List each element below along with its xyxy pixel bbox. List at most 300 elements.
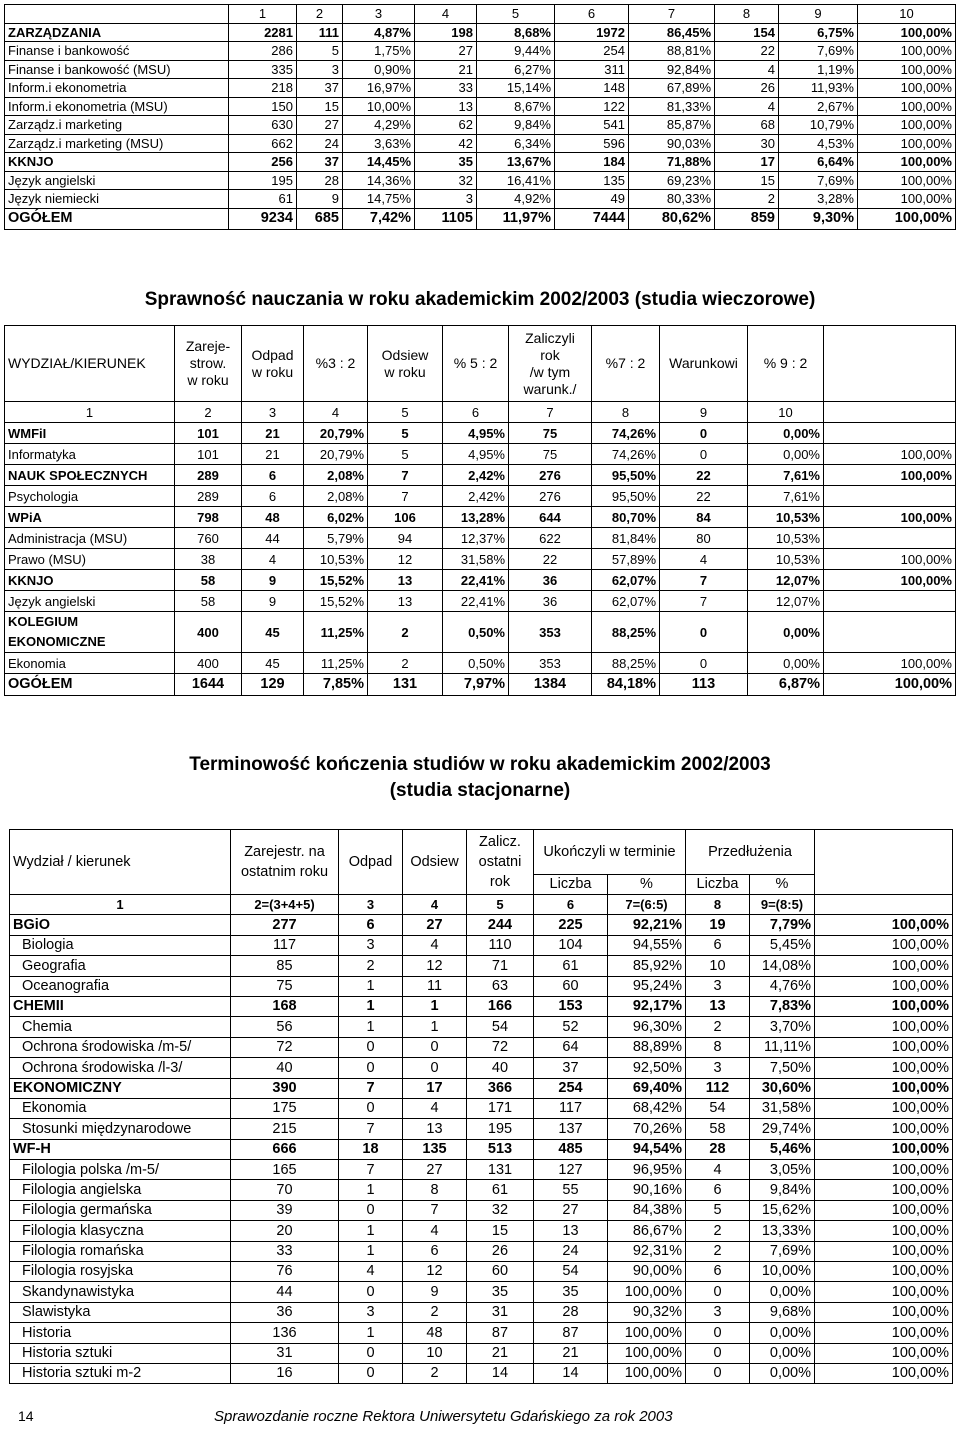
column-number-cell: 2 (175, 402, 242, 423)
table-cell: 100,00% (815, 1282, 953, 1302)
table-cell: 54 (686, 1098, 750, 1118)
table-cell: 0 (660, 444, 748, 465)
table-cell: 27 (534, 1200, 608, 1220)
table-cell: 54 (467, 1017, 534, 1037)
table-cell: 5 (297, 42, 343, 61)
table-cell: 90,32% (608, 1302, 686, 1322)
table-cell: 10,79% (779, 116, 858, 135)
table-cell: 6 (686, 935, 750, 955)
table-row (10, 1098, 953, 1118)
table-row (5, 134, 956, 153)
row-label: NAUK SPOŁECZNYCH (5, 465, 175, 486)
table-cell: 81,84% (592, 528, 660, 549)
table-row (10, 1262, 953, 1282)
table-cell: 62 (415, 116, 477, 135)
table-cell: 7,50% (750, 1058, 815, 1078)
table-cell: 0 (403, 1058, 467, 1078)
table-cell: 2 (686, 1017, 750, 1037)
header-cell: 9 (779, 5, 858, 24)
table-cell: 11,97% (477, 208, 555, 229)
header-pct-1: % (608, 875, 686, 895)
table-cell: 71,88% (629, 153, 715, 172)
table-cell: 6 (686, 1262, 750, 1282)
table-cell: 165 (231, 1160, 339, 1180)
table-cell: 100,00% (815, 976, 953, 996)
table-cell: 9 (242, 570, 304, 591)
table-cell: 0 (339, 1363, 403, 1383)
table-cell: 1 (339, 1323, 403, 1343)
table-cell: 29,74% (750, 1119, 815, 1139)
table-cell: 150 (229, 97, 297, 116)
table-cell: 27 (297, 116, 343, 135)
table-cell: 49 (555, 190, 629, 209)
table-row (10, 1221, 953, 1241)
table-cell: 100,00% (858, 208, 956, 229)
table-cell: 37 (534, 1058, 608, 1078)
table-cell: 100,00% (815, 1323, 953, 1343)
table-cell: 4,29% (343, 116, 415, 135)
table-cell: 100,00% (858, 23, 956, 42)
table-cell: 276 (509, 486, 592, 507)
table-cell: 94 (368, 528, 443, 549)
table-cell: 100,00% (608, 1343, 686, 1363)
table-stacjonarne-continued (4, 4, 956, 230)
table-cell: 75 (231, 976, 339, 996)
table-cell: 113 (660, 674, 748, 696)
table-cell: 798 (175, 507, 242, 528)
table-cell: 2 (403, 1302, 467, 1322)
table-cell: 1105 (415, 208, 477, 229)
table-cell: 52 (534, 1017, 608, 1037)
table-cell: 596 (555, 134, 629, 153)
table-cell: 100,00% (815, 1017, 953, 1037)
table-cell: 9 (242, 591, 304, 612)
table-cell: 80 (660, 528, 748, 549)
table-cell: 13,28% (443, 507, 509, 528)
row-label: Historia sztuki (10, 1343, 231, 1363)
table-cell: 10,00% (343, 97, 415, 116)
table-cell: 8,67% (477, 97, 555, 116)
table-cell: 13 (415, 97, 477, 116)
table-cell: 485 (534, 1139, 608, 1159)
table-cell: 7 (339, 1160, 403, 1180)
table-cell: 64 (534, 1037, 608, 1057)
table-row (5, 153, 956, 172)
row-label: Oceanografia (10, 976, 231, 996)
table-cell: 55 (534, 1180, 608, 1200)
table-cell: 7 (368, 486, 443, 507)
table-cell: 12 (403, 1262, 467, 1282)
row-label: Biologia (10, 935, 231, 955)
table-cell: 131 (368, 674, 443, 696)
table-cell: 22 (509, 549, 592, 570)
table-cell: 100,00% (815, 996, 953, 1016)
table-cell: 100,00% (858, 79, 956, 98)
table-cell: 75 (509, 444, 592, 465)
column-number-cell: 6 (443, 402, 509, 423)
row-label: Historia sztuki m-2 (10, 1363, 231, 1383)
table-cell: 69,23% (629, 171, 715, 190)
table-cell: 218 (229, 79, 297, 98)
row-label: Prawo (MSU) (5, 549, 175, 570)
table-cell: 0,00% (748, 612, 824, 653)
table-cell: 6,64% (779, 153, 858, 172)
table-cell: 6 (242, 465, 304, 486)
table-row (10, 1241, 953, 1261)
header-cell: Odsiew w roku (368, 326, 443, 402)
table-cell: 24 (297, 134, 343, 153)
header-liczba-1: Liczba (534, 875, 608, 895)
table-cell: 61 (467, 1180, 534, 1200)
table-cell: 13 (368, 591, 443, 612)
row-label: BGiO (10, 915, 231, 935)
table-cell: 9 (403, 1282, 467, 1302)
table-cell: 22,41% (443, 570, 509, 591)
table-cell: 5 (686, 1200, 750, 1220)
table-cell: 96,95% (608, 1160, 686, 1180)
table-row (10, 996, 953, 1016)
column-number-cell: 8 (686, 895, 750, 915)
table-cell: 4 (715, 60, 779, 79)
table-cell: 100,00% (815, 1160, 953, 1180)
table-cell: 1 (339, 1241, 403, 1261)
table-cell: 44 (231, 1282, 339, 1302)
header-cell: 1 (229, 5, 297, 24)
table-cell: 81,33% (629, 97, 715, 116)
table-cell: 760 (175, 528, 242, 549)
table-cell: 4,53% (779, 134, 858, 153)
table-cell: 100,00% (824, 507, 956, 528)
table-cell: 100,00% (858, 171, 956, 190)
table-cell: 22 (660, 486, 748, 507)
table-cell: 100,00% (858, 190, 956, 209)
table-row (5, 507, 956, 528)
table-cell: 61 (534, 956, 608, 976)
column-number-cell: 2=(3+4+5) (231, 895, 339, 915)
table-cell: 129 (242, 674, 304, 696)
table-cell: 31 (467, 1302, 534, 1322)
table-cell: 15 (297, 97, 343, 116)
table-cell: 400 (175, 653, 242, 674)
table-cell: 1644 (175, 674, 242, 696)
header-odsiew: Odsiew (403, 830, 467, 895)
table-row (10, 1078, 953, 1098)
table-cell: 72 (467, 1037, 534, 1057)
table-cell: 45 (242, 653, 304, 674)
table-cell: 68 (715, 116, 779, 135)
table-cell: 11,25% (304, 653, 368, 674)
row-label: CHEMII (10, 996, 231, 1016)
table-cell: 26 (715, 79, 779, 98)
table-cell: 20,79% (304, 423, 368, 444)
header-cell: WYDZIAŁ/KIERUNEK (5, 326, 175, 402)
table-cell: 3 (339, 1302, 403, 1322)
column-number-cell: 3 (339, 895, 403, 915)
table-cell: 117 (231, 935, 339, 955)
table-cell: 15,14% (477, 79, 555, 98)
table-row (5, 116, 956, 135)
table2-title: Sprawność nauczania w roku akademickim 2002/2003 (studia wieczorowe) (144, 289, 816, 310)
table-cell: 4 (242, 549, 304, 570)
table-cell: 110 (467, 935, 534, 955)
table-cell: 24 (534, 1241, 608, 1261)
row-label: Historia (10, 1323, 231, 1343)
table-cell: 63 (467, 976, 534, 996)
table-cell: 195 (467, 1119, 534, 1139)
column-number-cell: 6 (534, 895, 608, 915)
table-row (10, 1160, 953, 1180)
row-label: WPiA (5, 507, 175, 528)
table-cell: 15,52% (304, 570, 368, 591)
table-cell: 16 (231, 1363, 339, 1383)
table-cell: 15,52% (304, 591, 368, 612)
table-cell: 33 (415, 79, 477, 98)
row-label: OGÓŁEM (5, 674, 175, 696)
table-cell: 0,50% (443, 612, 509, 653)
table-cell (824, 423, 956, 444)
table-cell: 15,62% (750, 1200, 815, 1220)
table-cell: 7 (339, 1078, 403, 1098)
table-row (5, 23, 956, 42)
table-cell: 11 (403, 976, 467, 996)
table-cell: 256 (229, 153, 297, 172)
table-cell: 289 (175, 486, 242, 507)
table-cell: 31 (231, 1343, 339, 1363)
table-cell: 0,00% (748, 653, 824, 674)
table-cell: 18 (339, 1139, 403, 1159)
table-cell: 100,00% (858, 97, 956, 116)
table-cell: 100,00% (815, 1119, 953, 1139)
table-cell: 67,89% (629, 79, 715, 98)
table-cell: 30,60% (750, 1078, 815, 1098)
table-cell: 3 (297, 60, 343, 79)
table-cell: 15 (467, 1221, 534, 1241)
table-cell: 35 (534, 1282, 608, 1302)
table-cell: 100,00% (815, 1343, 953, 1363)
table-cell: 0 (339, 1200, 403, 1220)
table-cell: 4 (403, 1098, 467, 1118)
table-cell: 95,50% (592, 465, 660, 486)
table-terminowosc-stacjonarne (9, 829, 953, 1384)
table-cell: 94,55% (608, 935, 686, 955)
table-row (5, 60, 956, 79)
table-header-row (5, 5, 956, 24)
table-cell: 9,84% (750, 1180, 815, 1200)
table-cell: 254 (555, 42, 629, 61)
table-cell: 92,21% (608, 915, 686, 935)
table-cell: 12,07% (748, 570, 824, 591)
table-cell: 28 (297, 171, 343, 190)
table-row (10, 956, 953, 976)
table-cell: 136 (231, 1323, 339, 1343)
table-cell: 75 (509, 423, 592, 444)
table-cell: 86,45% (629, 23, 715, 42)
table-cell: 12 (368, 549, 443, 570)
table3-title-line1: Terminowość kończenia studiów w roku akademickim 2002/2003 (189, 754, 771, 775)
table-cell: 80,33% (629, 190, 715, 209)
table-cell: 6,02% (304, 507, 368, 528)
table-cell: 7 (660, 570, 748, 591)
table-cell: 100,00% (815, 956, 953, 976)
table-cell: 4,87% (343, 23, 415, 42)
table-cell: 61 (229, 190, 297, 209)
table-cell: 2 (686, 1221, 750, 1241)
table-cell: 2 (368, 653, 443, 674)
row-label: Inform.i ekonometria (MSU) (5, 97, 229, 116)
table-cell: 0 (339, 1282, 403, 1302)
row-label: EKONOMICZNY (10, 1078, 231, 1098)
header-przedluzenia: Przedłużenia (686, 830, 815, 875)
header-cell-empty (5, 5, 229, 24)
table-cell: 5,45% (750, 935, 815, 955)
table-cell: 244 (467, 915, 534, 935)
header-liczba-2: Liczba (686, 875, 750, 895)
footer-text: Sprawozdanie roczne Rektora Uniwersytetu Gdańskiego za rok 2003 (214, 1408, 673, 1425)
table-cell: 148 (555, 79, 629, 98)
table-cell: 1 (339, 996, 403, 1016)
table-row (5, 171, 956, 190)
row-label: WMFiI (5, 423, 175, 444)
row-label: ZARZĄDZANIA (5, 23, 229, 42)
table-cell: 198 (415, 23, 477, 42)
table-cell: 7,69% (779, 171, 858, 190)
table-cell: 13 (534, 1221, 608, 1241)
table-cell: 14,45% (343, 153, 415, 172)
table-row (5, 486, 956, 507)
table-cell: 28 (686, 1139, 750, 1159)
table-cell: 353 (509, 653, 592, 674)
table-cell: 6,34% (477, 134, 555, 153)
table-cell: 74,26% (592, 444, 660, 465)
column-number-cell: 3 (242, 402, 304, 423)
table-cell: 12 (403, 956, 467, 976)
table-cell: 11,25% (304, 612, 368, 653)
table-cell: 1,75% (343, 42, 415, 61)
table-row (5, 444, 956, 465)
table-cell: 26 (467, 1241, 534, 1261)
table-cell: 54 (534, 1262, 608, 1282)
table-cell: 101 (175, 444, 242, 465)
table-row (5, 653, 956, 674)
table-cell: 42 (415, 134, 477, 153)
header-cell: 6 (555, 5, 629, 24)
table-cell: 5 (368, 423, 443, 444)
column-number-cell: 4 (304, 402, 368, 423)
table-header-row (5, 326, 956, 402)
header-cell: 4 (415, 5, 477, 24)
table-cell: 4 (660, 549, 748, 570)
table-row (10, 1282, 953, 1302)
row-label: Filologia romańska (10, 1241, 231, 1261)
table-cell: 168 (231, 996, 339, 1016)
table-cell: 0 (660, 612, 748, 653)
table-cell: 311 (555, 60, 629, 79)
table-cell: 37 (297, 79, 343, 98)
header-pct-2: % (750, 875, 815, 895)
table-cell: 100,00% (824, 465, 956, 486)
table-cell: 100,00% (815, 1139, 953, 1159)
table-row (5, 528, 956, 549)
table-row (5, 465, 956, 486)
table-cell: 0 (686, 1343, 750, 1363)
table-cell: 859 (715, 208, 779, 229)
table-cell: 100,00% (815, 1098, 953, 1118)
table-cell: 13,67% (477, 153, 555, 172)
row-label: Informatyka (5, 444, 175, 465)
page-number: 14 (18, 1408, 34, 1424)
row-label: Filologia klasyczna (10, 1221, 231, 1241)
table-cell: 36 (509, 570, 592, 591)
header-cell (824, 326, 956, 402)
row-label: Język angielski (5, 591, 175, 612)
table-cell: 12,37% (443, 528, 509, 549)
table-cell: 175 (231, 1098, 339, 1118)
table-cell: 100,00% (608, 1323, 686, 1343)
table-cell: 7,61% (748, 465, 824, 486)
table-cell: 92,17% (608, 996, 686, 1016)
table-cell (824, 528, 956, 549)
table-row (10, 1058, 953, 1078)
row-label: KKNJO (5, 153, 229, 172)
table-row (5, 42, 956, 61)
table-cell: 7,85% (304, 674, 368, 696)
table-cell: 122 (555, 97, 629, 116)
table-cell: 14 (534, 1363, 608, 1383)
table-row (10, 915, 953, 935)
table-cell: 0 (686, 1363, 750, 1383)
table-cell: 513 (467, 1139, 534, 1159)
table-cell: 10 (403, 1343, 467, 1363)
table-cell: 2,42% (443, 486, 509, 507)
table-cell: 15 (715, 171, 779, 190)
table-cell: 2281 (229, 23, 297, 42)
table-row (5, 674, 956, 696)
column-number-cell (824, 402, 956, 423)
table-cell: 40 (467, 1058, 534, 1078)
table-cell: 35 (467, 1282, 534, 1302)
row-label: Filologia polska /m-5/ (10, 1160, 231, 1180)
table-cell: 7 (368, 465, 443, 486)
table-cell: 127 (534, 1160, 608, 1180)
table-cell: 4 (715, 97, 779, 116)
table-cell: 13,33% (750, 1221, 815, 1241)
row-label: Slawistyka (10, 1302, 231, 1322)
table-cell: 0,00% (750, 1323, 815, 1343)
row-label: Psychologia (5, 486, 175, 507)
table-cell: 117 (534, 1098, 608, 1118)
table-cell: 96,30% (608, 1017, 686, 1037)
table-cell: 100,00% (858, 134, 956, 153)
table-cell: 100,00% (858, 60, 956, 79)
table-cell: 20,79% (304, 444, 368, 465)
table-cell: 7444 (555, 208, 629, 229)
table-cell: 106 (368, 507, 443, 528)
table-cell: 9,84% (477, 116, 555, 135)
table-cell: 32 (467, 1200, 534, 1220)
table-cell: 10,53% (748, 507, 824, 528)
table-cell: 1 (339, 976, 403, 996)
table-cell: 6,27% (477, 60, 555, 79)
table-cell: 22 (715, 42, 779, 61)
table-cell: 72 (231, 1037, 339, 1057)
table-cell: 5,79% (304, 528, 368, 549)
table-cell: 184 (555, 153, 629, 172)
table-cell: 9234 (229, 208, 297, 229)
table-cell: 3 (339, 935, 403, 955)
row-label: Inform.i ekonometria (5, 79, 229, 98)
table-cell: 71 (467, 956, 534, 976)
header-zarejestr: Zarejestr. na ostatnim roku (231, 830, 339, 895)
